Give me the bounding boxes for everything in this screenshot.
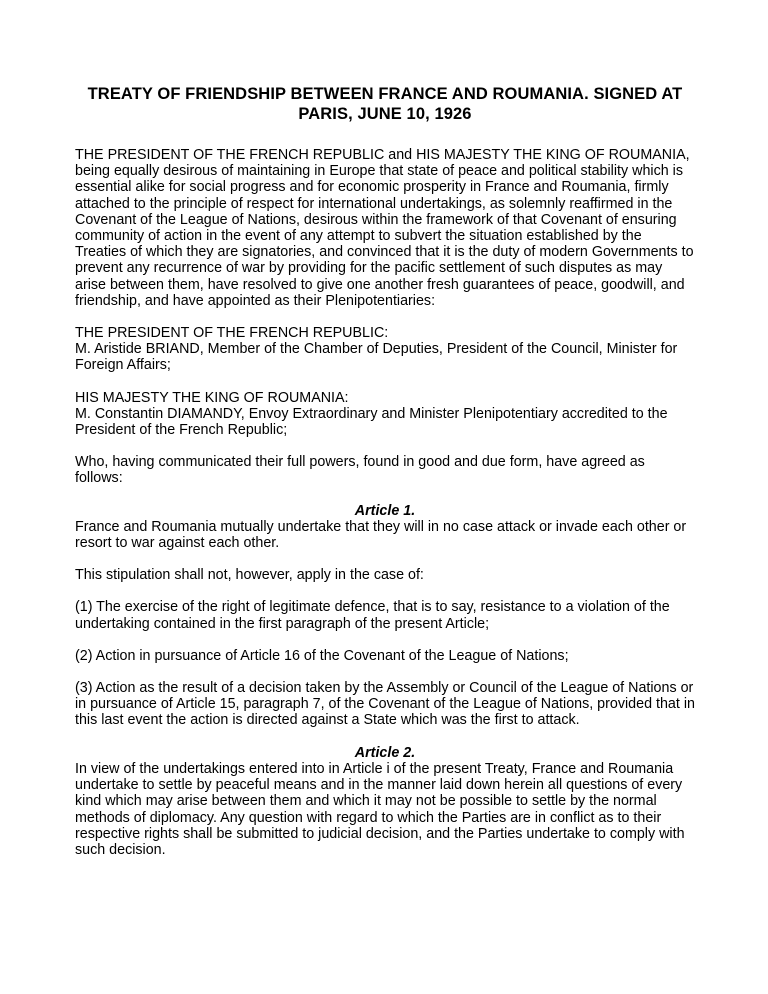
preamble-paragraph: THE PRESIDENT OF THE FRENCH REPUBLIC and HIS MAJESTY THE KING OF ROUMANIA, being equally desirous of maintaining in Europe that state of peace and political stability which is essential alike for social progress and for economic prosperity in France and Roumania, firmly attached to the principle of respect for international undertakings, as solemnly reaffirmed in the Covenant of the League of Nations, desirous within the framework of that Covenant of ensuring community of action in the event of any attempt to subvert the situation established by the Treaties of which they are signatories, and convinced that it is the duty of modern Governments to prevent any recurrence of war by providing for the pacific settlement of such disputes as may arise between them, have resolved to give one another fresh guarantees of peace, goodwill, and friendship, and have appointed as their Plenipotentiaries:	[75, 147, 694, 309]
article-1	[75, 503, 695, 729]
document-page	[75, 84, 695, 874]
article-2-body: In view of the undertakings entered into in Article i of the present Treaty, France and Roumania undertake to settle by peaceful means and in the manner laid down herein all questions of every kind which may arise between them and which it may not be possible to settle by the normal methods of diplomacy. Any question with regard to which the Parties are in conflict as to their respective rights shall be submitted to judicial decision, and the Parties undertake to comply with such decision.	[75, 760, 685, 858]
article-1-item-1: (1) The exercise of the right of legitimate defence, that is to say, resistance to a violation of the undertaking contained in the first paragraph of the present Article;	[75, 599, 670, 632]
plenipotentiary-roumania-name: M. Constantin DIAMANDY, Envoy Extraordinary and Minister Plenipotentiary accredited to the President of the French Republic;	[75, 405, 668, 439]
article-2	[75, 745, 695, 858]
article-1-item-2: (2) Action in pursuance of Article 16 of the Covenant of the League of Nations;	[75, 647, 569, 664]
plenipotentiary-france-heading: THE PRESIDENT OF THE FRENCH REPUBLIC:	[75, 325, 389, 342]
plenipotentiary-roumania	[75, 390, 695, 439]
article-1-body: France and Roumania mutually undertake that they will in no case attack or invade each other or resort to war against each other.	[75, 518, 687, 552]
plenipotentiary-france-name: M. Aristide BRIAND, Member of the Chamber of Deputies, President of the Council, Minister for Foreign Affairs;	[75, 341, 678, 374]
plenipotentiary-france	[75, 325, 695, 374]
article-2-heading: Article 2.	[354, 744, 416, 761]
document-title: TREATY OF FRIENDSHIP BETWEEN FRANCE AND ROUMANIA. SIGNED AT PARIS, JUNE 10, 1926	[87, 85, 683, 123]
agreement-paragraph: Who, having communicated their full powers, found in good and due form, have agreed as follows:	[75, 454, 645, 487]
article-1-item-3: (3) Action as the result of a decision taken by the Assembly or Council of the League of Nations or in pursuance of Article 15, paragraph 7, of the Covenant of the League of Nations, provided that in this last event the action is directed against a State which was the first to attack.	[75, 680, 695, 729]
article-1-heading: Article 1.	[354, 502, 416, 519]
plenipotentiary-roumania-heading: HIS MAJESTY THE KING OF ROUMANIA:	[75, 389, 349, 406]
article-1-stipulation: This stipulation shall not, however, apply in the case of:	[75, 567, 424, 584]
